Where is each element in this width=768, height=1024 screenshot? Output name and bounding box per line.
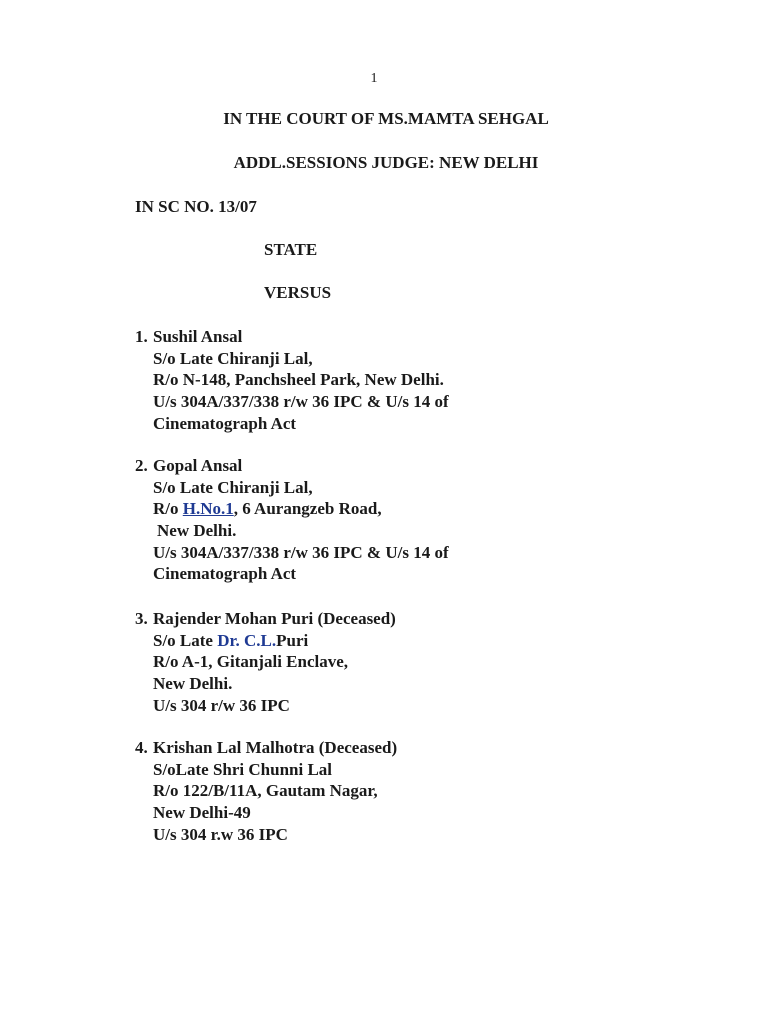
address-suffix: , 6 Aurangzeb Road, [233,499,382,519]
accused-entry-3 [135,608,396,716]
accused-address-city: New Delhi. [157,521,237,541]
accused-address: R/o N-148, Panchsheel Park, New Delhi. [153,370,444,390]
parent-suffix: Puri [276,630,309,650]
court-title: IN THE COURT OF MS.MAMTA SEHGAL [223,109,549,128]
versus-label: VERSUS [264,283,332,302]
accused-number: 3. [135,609,148,628]
accused-number: 4. [135,738,148,757]
accused-name-row [135,326,449,348]
accused-name-row [135,455,449,477]
accused-charges-continued: Cinematograph Act [153,564,297,584]
parent-prefix: S/o Late [153,630,218,650]
accused-entry-1 [135,326,449,434]
accused-parent: S/oLate Shri Chunni Lal [153,759,333,779]
accused-charges-continued: Cinematograph Act [153,413,297,433]
accused-charges: U/s 304 r.w 36 IPC [153,824,288,844]
accused-number: 2. [135,456,148,475]
address-prefix: R/o [153,499,183,519]
accused-charges: U/s 304 r/w 36 IPC [153,695,290,715]
accused-address: R/o A-1, Gitanjali Enclave, [153,652,349,672]
accused-name: Gopal Ansal [153,456,243,475]
accused-parent: S/o Late Chiranji Lal, [153,348,313,368]
accused-number: 1. [135,327,148,346]
accused-entry-2 [135,455,449,585]
accused-name: Rajender Mohan Puri (Deceased) [153,609,396,628]
accused-charges: U/s 304A/337/338 r/w 36 IPC & U/s 14 of [153,392,449,412]
case-number: IN SC NO. 13/07 [135,197,257,216]
accused-address [135,498,449,520]
house-number-link[interactable]: H.No.1 [182,499,234,519]
page-number: 1 [370,71,378,86]
accused-address-city: New Delhi. [153,674,233,694]
accused-address-city: New Delhi-49 [153,803,251,823]
accused-name: Sushil Ansal [153,327,243,346]
accused-name: Krishan Lal Malhotra (Deceased) [153,738,398,757]
judge-title: ADDL.SESSIONS JUDGE: NEW DELHI [233,153,539,172]
accused-address: R/o 122/B/11A, Gautam Nagar, [153,781,378,801]
accused-entry-4 [135,737,397,845]
accused-parent: S/o Late Chiranji Lal, [153,477,313,497]
accused-name-row [135,737,397,759]
accused-parent [135,630,396,652]
accused-name-row [135,608,396,630]
accused-charges: U/s 304A/337/338 r/w 36 IPC & U/s 14 of [153,542,449,562]
doctor-name-link[interactable]: Dr. C.L. [217,630,277,650]
state-label: STATE [264,240,318,259]
